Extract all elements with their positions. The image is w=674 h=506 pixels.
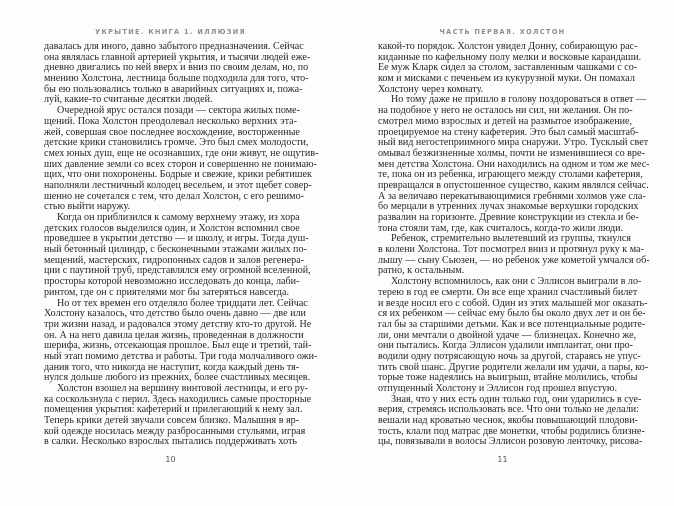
left-page-body bbox=[44, 41, 319, 448]
text-line: мен детства Холстона. Они находились на одном и том же мес- bbox=[378, 158, 650, 170]
text-line: луй, какие-то считаные десятки людей. bbox=[44, 94, 213, 106]
text-line: три жизни назад, и радовался этому детству кто-то другой. Не bbox=[44, 318, 312, 330]
text-line: шерифа, жизнь, отсекающая прошлое. Был еще и третий, тай- bbox=[44, 340, 312, 352]
text-line: жей, совершая свое последнее восхождение, восторженные bbox=[44, 126, 300, 138]
text-line: ринтом, где он с приятелями мог бы затеряться навсегда. bbox=[44, 286, 289, 298]
text-line: ся их ребенком — сейчас ему было бы около двух лет и он бе- bbox=[378, 308, 646, 320]
text-line: Теперь крики детей звучали совсем близко. Малышня в яр- bbox=[44, 415, 300, 427]
text-line: в салки. Несколько взрослых пытались поддерживать хоть bbox=[44, 436, 297, 448]
text-line: щений. Пока Холстон преодолевал несколько верхних эта- bbox=[44, 115, 297, 127]
text-line: Когда он приблизился к самому верхнему этажу, из хора bbox=[57, 212, 300, 223]
text-line: водили одну потрясающую ночь за другой, стараясь не упус- bbox=[378, 350, 641, 362]
text-line: бы ею пользовались только в аварийных ситуациях и, пожа- bbox=[44, 83, 303, 95]
text-line: тость, клали под матрас две монетки, чтобы родились близне- bbox=[378, 425, 645, 437]
right-page bbox=[337, 0, 674, 506]
right-page-body bbox=[378, 41, 650, 448]
text-line: дания того, что никогда не наступит, когда каждый день тя- bbox=[44, 361, 300, 373]
text-line: ный этап помимо детства и работы. Три года молчаливого ожи- bbox=[44, 350, 318, 362]
text-line: нулся дольше любого из прежних, более счастливых месяцев. bbox=[44, 372, 311, 384]
running-head-book-title: УКРЫТИЕ. КНИГА 1. ИЛЛЮЗИЯ bbox=[95, 28, 246, 36]
text-line: Холстону казалось, что детство было очень давно — две или bbox=[44, 308, 306, 320]
text-line: Холстону вспомнилось, как они с Эллисон выиграли в ло- bbox=[391, 276, 642, 288]
text-line: смех юных душ, еще не осознавших, где они живут, не ощутив- bbox=[44, 147, 319, 159]
text-line: детских голосов выделился один, и Холстон вспомнил свое bbox=[44, 222, 300, 234]
text-line: смотрел мимо взрослых и детей на размытое изображение, bbox=[378, 115, 633, 127]
text-line: те, пока он из ребенка, играющего между столами кафетерия, bbox=[378, 169, 643, 181]
text-line: вешали над кроватью чеснок, якобы повышающий плодови- bbox=[378, 415, 638, 427]
text-line: и везде носил его с собой. Один из этих малышей мог оказать- bbox=[378, 297, 648, 309]
text-line: верия, стремясь использовать все. Что они только не делали: bbox=[378, 404, 639, 416]
text-line: Очередной ярус остался позади — сектора жилых поме- bbox=[57, 105, 300, 117]
text-line: мещений, мастерских, гидропонных садов и залов регенера- bbox=[44, 254, 305, 266]
text-line: превращался в опустошенное существо, каким являлся сейчас. bbox=[378, 179, 649, 191]
text-line: дневно двигались по ней вверх и вниз по своим делам, но, по bbox=[44, 62, 309, 74]
text-line: ли, они мечтали о двойной удаче — близнецах. Конечно же, bbox=[378, 329, 637, 341]
text-line: он. А на него давила целая жизнь, проведенная в должности bbox=[44, 329, 304, 341]
text-line: развалин на горизонте. Древние конструкции из стекла и бе- bbox=[378, 212, 639, 223]
text-line: терею в год ее смерти. Он все еще хранил счастливый билет bbox=[378, 286, 638, 298]
text-line: ный вид негостеприимного мира снаружи. Утро. Тусклый свет bbox=[378, 137, 649, 149]
text-line: стью выйти наружу. bbox=[44, 201, 131, 213]
page-number: 10 bbox=[165, 455, 176, 464]
text-line: лышу — сыну Сьюзен, — но ребенок уже кометой умчался об- bbox=[378, 254, 650, 266]
text-line: омывал безжизненные холмы, почти не изменившиеся со вре- bbox=[378, 147, 645, 159]
text-line: ный бетонный цилиндр, с бесконечными этажами жилых по- bbox=[44, 244, 307, 256]
text-line: ка соскользнула с перил. Здесь находились самые просторные bbox=[44, 393, 312, 405]
text-line: наполняли лестничный колодец весельем, и этот щебет совер- bbox=[44, 179, 312, 191]
text-line: А за величаво перекатывающимися гребнями холмов уже сла- bbox=[378, 190, 646, 202]
text-line: помещения укрытия: кафетерий и прилегающий к нему зал. bbox=[44, 404, 303, 416]
text-line: шенно не сочетался с тем, что делал Холстон, с его решимо- bbox=[44, 190, 304, 202]
text-line: тить свой шанс. Другие родители желали им удачи, а пары, ко- bbox=[378, 361, 649, 373]
text-line: проведшее в укрытии детство — и школу, и игры. Тогда душ- bbox=[44, 233, 309, 245]
text-line: тона стояли там, где, как считалось, когда-то жили люди. bbox=[378, 222, 624, 234]
text-line: Ребенок, стремительно вылетевший из группы, ткнулся bbox=[391, 233, 631, 245]
text-line: Ее муж Кларк сидел за столом, заставленным чашками с со- bbox=[378, 62, 638, 74]
text-line: давалась для иного, давно забытого предназначения. Сейчас bbox=[44, 41, 304, 52]
text-line: Но тому даже не пришло в голову поздороваться в ответ — bbox=[391, 94, 647, 106]
text-line: ших давление земли со всех сторон и совершенно не понимаю- bbox=[44, 158, 317, 170]
text-line: кой одежде носилась между разбросанными стульями, играя bbox=[44, 425, 306, 437]
text-line: гал бы за старшими детьми. Как и все потенциальные родите- bbox=[378, 318, 646, 330]
text-line: Холстону через комнату. bbox=[378, 83, 484, 95]
text-line: в колени Холстона. Тот посмотрел вниз и протянул руку к ма- bbox=[378, 244, 644, 256]
text-line: на подобное у него не осталось ни сил, ни желания. Он по- bbox=[378, 105, 633, 117]
running-head-part-title: ЧАСТЬ ПЕРВАЯ. ХОЛСТОН bbox=[439, 28, 566, 36]
text-line: отпущенный Холстону и Эллисон год прошел впустую. bbox=[378, 383, 617, 394]
text-line: ратно, к остальным. bbox=[378, 265, 465, 277]
text-line: они пытались. Когда Эллисон удалили имплантат, они про- bbox=[378, 340, 634, 352]
text-line: мнению Холстона, лестница больше подходила для того, что- bbox=[44, 73, 309, 85]
text-line: ции с паутиной труб, представлялся ему огромной вселенной, bbox=[44, 265, 311, 277]
text-line: просторы которой невозможно исследовать до конца, лаби- bbox=[44, 276, 300, 288]
text-line: бо мерцали в утренних лучах знакомые верхушки городских bbox=[378, 201, 639, 213]
text-line: проецируемое на стену кафетерия. Это был самый масштаб- bbox=[378, 126, 639, 138]
text-line: детские крики становились громче. Это был смех молодости, bbox=[44, 137, 309, 149]
text-line: цы, повязывали в волосы Эллисон розовую ленточку, рисова- bbox=[378, 436, 643, 448]
text-line: Холстон взошел на вершину винтовой лестницы, и его ру- bbox=[57, 383, 309, 394]
text-line: Но от тех времен его отделяло более тридцати лет. Сейчас bbox=[57, 297, 308, 309]
text-line: торые тоже надеялись на выигрыш, втайне молились, чтобы bbox=[378, 372, 638, 384]
page-number: 11 bbox=[497, 455, 508, 464]
text-line: она являлась главной артерией укрытия, и тысячи людей еже- bbox=[44, 51, 311, 63]
text-line: какой-то порядок. Холстон увидел Донну, собирающую рас- bbox=[378, 41, 638, 52]
text-line: щих, что они похоронены. Бодрые и свежие, крики ребятишек bbox=[44, 169, 312, 181]
text-line: киданные по кафельному полу мелки и восковые карандаши. bbox=[378, 51, 642, 63]
text-line: Зная, что у них есть один только год, они ударились в суе- bbox=[391, 393, 642, 405]
text-line: ком и мисками с печеньем из кукурузной муки. Он помахал bbox=[378, 73, 635, 85]
